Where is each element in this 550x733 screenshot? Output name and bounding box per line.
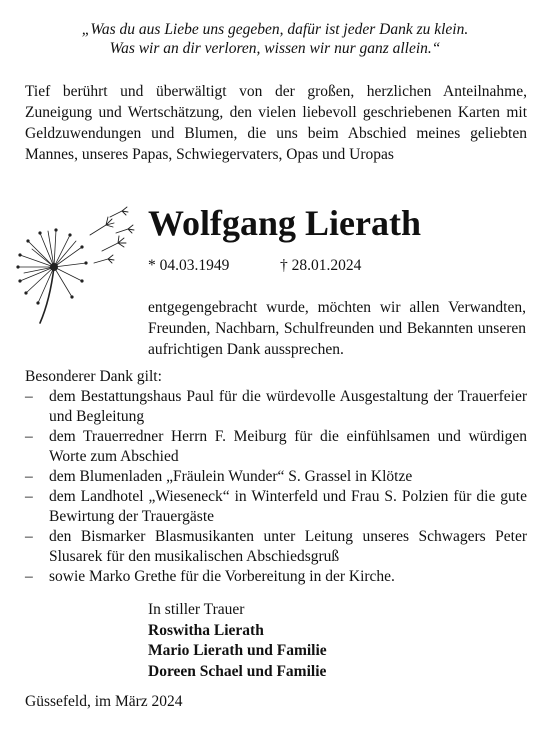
birth-date: * 04.03.1949 <box>148 257 230 274</box>
mourner-name: Doreen Schael und Familie <box>148 662 327 680</box>
mourners-intro: In stiller Trauer <box>148 601 245 618</box>
quote-line-2: Was wir an dir verloren, wissen wir nur ganz allein.“ <box>109 40 441 57</box>
life-dates <box>148 256 362 276</box>
thanks-heading: Besonderer Dank gilt: <box>25 368 162 385</box>
list-item: – dem Bestattungshaus Paul für die würdevolle Ausgestaltung der Trauerfeier und Begleitung <box>25 387 527 427</box>
quote-line-1: „Was du aus Liebe uns gegeben, dafür ist jeder Dank zu klein. <box>81 21 469 38</box>
dandelion-icon <box>10 205 140 325</box>
death-date: † 28.01.2024 <box>280 257 362 274</box>
deceased-name: Wolfgang Lierath <box>148 203 422 243</box>
list-item: – den Bismarker Blasmusikanten unter Leitung unseres Schwagers Peter Slusarek für den musikalischen Abschiedsgruß <box>25 527 527 567</box>
list-item: – dem Blumenladen „Fräulein Wunder“ S. Grassel in Klötze <box>25 467 527 487</box>
intro-text: Tief berührt und überwältigt von der großen, herzlichen Anteilnahme, Zuneigung und Wertschätzung, den vielen liebevoll geschriebenen Karten mit Geldzuwendungen und Blumen, die uns beim Abschied meines geliebten Mannes, unseres Papas, Schwiegervaters, Opas und Uropas <box>25 83 527 163</box>
continuation-text: entgegengebracht wurde, möchten wir allen Verwandten, Freunden, Nachbarn, Schulfreunden und Bekannten unseren aufrichtigen Dank aussprechen. <box>148 299 526 358</box>
mourner-name: Mario Lierath und Familie <box>148 642 327 659</box>
mourners <box>148 600 327 682</box>
list-item: – sowie Marko Grethe für die Vorbereitung in der Kirche. <box>25 567 527 587</box>
list-item: – dem Landhotel „Wieseneck“ in Winterfeld und Frau S. Polzien für die gute Bewirtung der Trauergäste <box>25 487 527 527</box>
special-thanks <box>25 367 527 587</box>
mourner-name: Roswitha Lierath <box>148 621 264 639</box>
place-date: Güssefeld, im März 2024 <box>25 693 183 710</box>
list-item: – dem Trauerredner Herrn F. Meiburg für die einfühlsamen und würdigen Worte zum Abschied <box>25 427 527 467</box>
quote <box>0 20 550 58</box>
thanks-list <box>25 387 527 587</box>
